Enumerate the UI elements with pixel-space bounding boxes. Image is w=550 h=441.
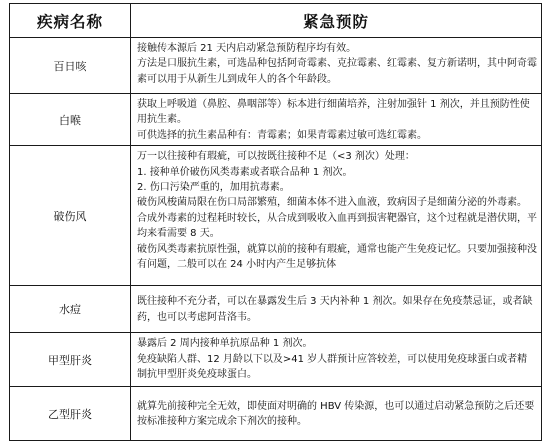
prevention-cell [131,94,542,146]
disease-cell: 甲型肝炎 [10,333,131,387]
table-row-hepatitis-a [10,333,542,387]
prevention-line: 获取上呼吸道（鼻腔、鼻咽部等）标本进行细菌培养，注射加强针 1 剂次，并且预防性使用抗生素。 [137,99,530,126]
prevention-line: 2. 伤口污染严重的，加用抗毒素。 [137,182,290,194]
table-row-varicella [10,286,542,333]
disease-cell: 水痘 [10,286,131,333]
prevention-line: 可供选择的抗生素品种有：青霉素；如果青霉素过敏可选红霉素。 [137,129,427,141]
prevention-line: 1. 接种单价破伤风类毒素或者联合品种 1 剂次。 [137,166,353,178]
prevention-line: 破伤风梭菌局限在伤口局部繁殖，细菌本体不进入血液，致病因子是细菌分泌的外毒素。 [137,197,527,209]
header-disease-name: 疾病名称 [10,4,131,38]
prevention-cell [131,38,542,94]
prevention-line: 方法是口服抗生素，可选品种包括阿奇霉素、克拉霉素、红霉素、复方新诺明，其中阿奇霉素可以用于从新生儿到成年人的各个年龄段。 [137,58,537,85]
prevention-line: 接触传本源后 21 天内启动紧急预防程序均有效。 [137,43,357,54]
prevention-line: 暴露后 2 周内接种单抗原品种 1 剂次。 [137,338,313,350]
disease-cell: 乙型肝炎 [10,387,131,441]
emergency-prevention-table [9,3,542,441]
disease-cell: 破伤风 [10,146,131,286]
table-row-hepatitis-b [10,387,542,441]
prevention-cell [131,387,542,441]
header-emergency-prevention: 紧急预防 [131,4,542,38]
table-header-row [10,4,542,38]
prevention-line: 万一以往接种有瑕疵，可以按既往接种不足（<3 剂次）处理： [137,151,415,163]
prevention-line: 既往接种不充分者，可以在暴露发生后 3 天内补种 1 剂次。如果存在免疫禁忌证，或者缺药，也可以考虑阿昔洛韦。 [137,296,533,323]
table-row-diphtheria [10,94,542,146]
disease-cell: 百日咳 [10,38,131,94]
table-row-tetanus [10,146,542,286]
prevention-line: 破伤风类毒素抗原性强，就算以前的接种有瑕疵，通常也能产生免疫记忆。只要加强接种没有问题，二般可以在 24 小时内产生足够抗体 [137,243,537,271]
prevention-cell [131,286,542,333]
table-row-pertussis [10,38,542,94]
disease-cell: 白喉 [10,94,131,146]
prevention-cell [131,146,542,286]
prevention-line: 免疫缺陷人群、12 月龄以下以及>41 岁人群预计应答较差，可以使用免疫球蛋白或者精制抗甲型肝炎免疫球蛋白。 [137,353,528,381]
prevention-cell [131,333,542,387]
prevention-line: 合成外毒素的过程耗时较长，从合成到吸收入血再到损害靶器官，这个过程就是潜伏期，平均来看需要 8 天。 [137,212,537,240]
prevention-line: 就算先前接种完全无效，即使面对明确的 HBV 传染源，也可以通过启动紧急预防之后还要按标准接种方案完成余下剂次的接种。 [137,400,535,428]
